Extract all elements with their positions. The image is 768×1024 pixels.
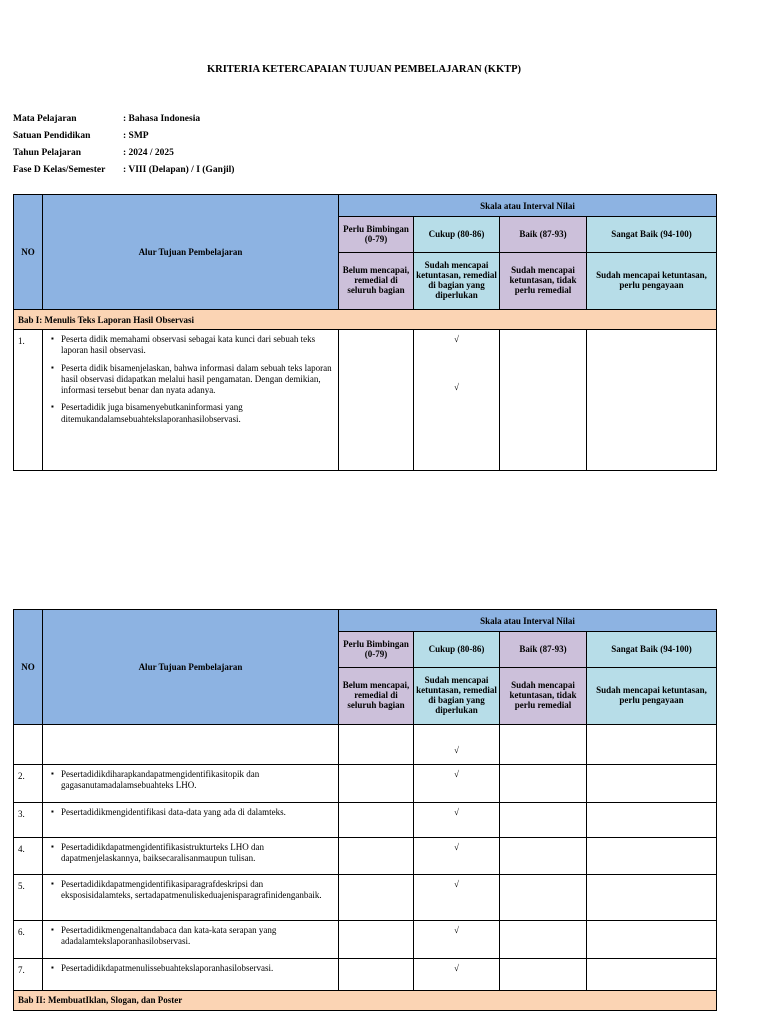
cell-cukup [414,802,500,837]
meta-label: Mata Pelajaran [13,113,77,124]
cell-perlu [339,837,414,875]
cell-sangat [587,875,717,921]
header-alur: Alur Tujuan Pembelajaran [43,610,339,725]
learning-objectives [43,765,339,803]
meta-row-class [13,161,234,178]
cell-cukup [414,837,500,875]
checkmark: √ [454,769,459,779]
learning-objectives [43,921,339,959]
checkmark: √ [454,745,459,755]
checkmark: √ [454,806,459,817]
desc-perlu: Belum mencapai, remedial di seluruh bagian [339,253,414,310]
cell-cukup [414,921,500,959]
cell-perlu [339,330,414,471]
document-meta [13,110,234,178]
cell-baik [500,875,587,921]
header-perlu: Perlu Bimbingan (0-79) [339,632,414,668]
cell-perlu [339,958,414,990]
kktp-table-2 [13,609,717,1011]
objective-item: ▪ Peserta didik memahami observasi sebagai kata kunci dari sebuah teks laporan hasil observasi. [61,334,332,357]
cell-sangat [587,837,717,875]
desc-cukup: Sudah mencapai ketuntasan, remedial di bagian yang diperlukan [414,668,500,725]
row-number: 6. [14,921,43,959]
objective-item: ▪ Pesertadidikmengenaltandabaca dan kata-kata serapan yang adadalamtekslaporanhasilobservasi. [61,925,332,948]
cell-perlu [339,875,414,921]
desc-sangat: Sudah mencapai ketuntasan, perlu pengayaan [587,253,717,310]
cell-perlu [339,921,414,959]
cell-cukup [414,330,500,471]
header-cukup: Cukup (80-86) [414,217,500,253]
header-sangat: Sangat Baik (94-100) [587,632,717,668]
meta-row-year [13,144,234,161]
checkmark: √ [454,879,459,889]
row-number: 5. [14,875,43,921]
cell-baik [500,765,587,803]
meta-row-subject [13,110,234,127]
row-number: 1. [14,330,43,471]
row-number [14,725,43,765]
header-skala: Skala atau Interval Nilai [339,195,717,217]
meta-row-school [13,127,234,144]
cell-cukup [414,875,500,921]
objective-item: ▪ Pesertadidikdapatmengidentifikasiparagrafdeskripsi dan eksposisidalamteks, sertadapatmenuliskeduajenisparagrafinidenganbaik. [61,879,332,902]
header-baik: Baik (87-93) [500,632,587,668]
learning-objectives [43,330,339,471]
checkmark: √ [454,962,459,973]
objective-item: ▪ Pesertadidikdiharapkandapatmengidentifikasitopik dan gagasanutamadalamsebuahteks LHO. [61,769,332,792]
chapter-row: Bab II: MembuatIklan, Slogan, dan Poster [14,990,717,1010]
objective-item: ▪ Peserta didik bisamenjelaskan, bahwa informasi dalam sebuah teks laporan hasil observasi didapatkan melalui hasil pengamatan. Dengan demikian, informasi tersebut benar dan nyata adanya. [61,363,332,397]
checkmark: √ [454,334,459,344]
desc-perlu: Belum mencapai, remedial di seluruh bagian [339,668,414,725]
header-no: NO [14,195,43,310]
header-cukup: Cukup (80-86) [414,632,500,668]
header-skala: Skala atau Interval Nilai [339,610,717,632]
meta-value: : 2024 / 2025 [123,147,174,158]
objective-item: ▪ Pesertadidik juga bisamenyebutkaninformasi yang ditemukandalamsebuahtekslaporanhasilobservasi. [61,402,332,425]
cell-sangat [587,921,717,959]
objective-item: ▪ Pesertadidikdapatmenulissebuahtekslaporanhasilobservasi. [61,963,332,974]
checkmark: √ [454,841,459,852]
checkmark: √ [454,382,459,392]
row-number: 7. [14,958,43,990]
cell-baik [500,330,587,471]
checkmark: √ [454,925,459,935]
row-number: 4. [14,837,43,875]
cell-baik [500,958,587,990]
desc-baik: Sudah mencapai ketuntasan, tidak perlu remedial [500,253,587,310]
meta-label: Tahun Pelajaran [13,147,82,158]
cell-baik [500,837,587,875]
cell-perlu [339,725,414,765]
cell-perlu [339,765,414,803]
header-perlu: Perlu Bimbingan (0-79) [339,217,414,253]
cell-cukup [414,958,500,990]
learning-objectives [43,837,339,875]
header-baik: Baik (87-93) [500,217,587,253]
learning-objectives [43,875,339,921]
cell-perlu [339,802,414,837]
meta-value: : Bahasa Indonesia [123,113,201,124]
chapter-row: Bab I: Menulis Teks Laporan Hasil Observasi [14,310,717,330]
document-title: KRITERIA KETERCAPAIAN TUJUAN PEMBELAJARAN (KKTP) [206,64,522,75]
header-alur: Alur Tujuan Pembelajaran [43,195,339,310]
cell-baik [500,921,587,959]
cell-baik [500,802,587,837]
desc-baik: Sudah mencapai ketuntasan, tidak perlu remedial [500,668,587,725]
cell-cukup [414,765,500,803]
learning-objective [43,725,339,765]
header-sangat: Sangat Baik (94-100) [587,217,717,253]
cell-baik [500,725,587,765]
meta-label: Fase D Kelas/Semester [13,164,106,175]
cell-sangat [587,330,717,471]
desc-sangat: Sudah mencapai ketuntasan, perlu pengayaan [587,668,717,725]
desc-cukup: Sudah mencapai ketuntasan, remedial di bagian yang diperlukan [414,253,500,310]
meta-label: Satuan Pendidikan [13,130,91,141]
learning-objectives [43,958,339,990]
cell-sangat [587,802,717,837]
row-number: 3. [14,802,43,837]
learning-objectives [43,802,339,837]
meta-value: : VIII (Delapan) / I (Ganjil) [123,164,235,175]
cell-sangat [587,958,717,990]
cell-cukup [414,725,500,765]
cell-sangat [587,765,717,803]
row-number: 2. [14,765,43,803]
cell-sangat [587,725,717,765]
objective-item: ▪ Pesertadidikdapatmengidentifikasistrukturteks LHO dan dapatmenjelaskannya, baiksecaralisanmaupun tulisan. [61,842,332,865]
kktp-table-1 [13,194,717,471]
objective-item: ▪ Pesertadidikmengidentifikasi data-data yang ada di dalamteks. [61,807,332,818]
header-no: NO [14,610,43,725]
meta-value: : SMP [123,130,149,141]
